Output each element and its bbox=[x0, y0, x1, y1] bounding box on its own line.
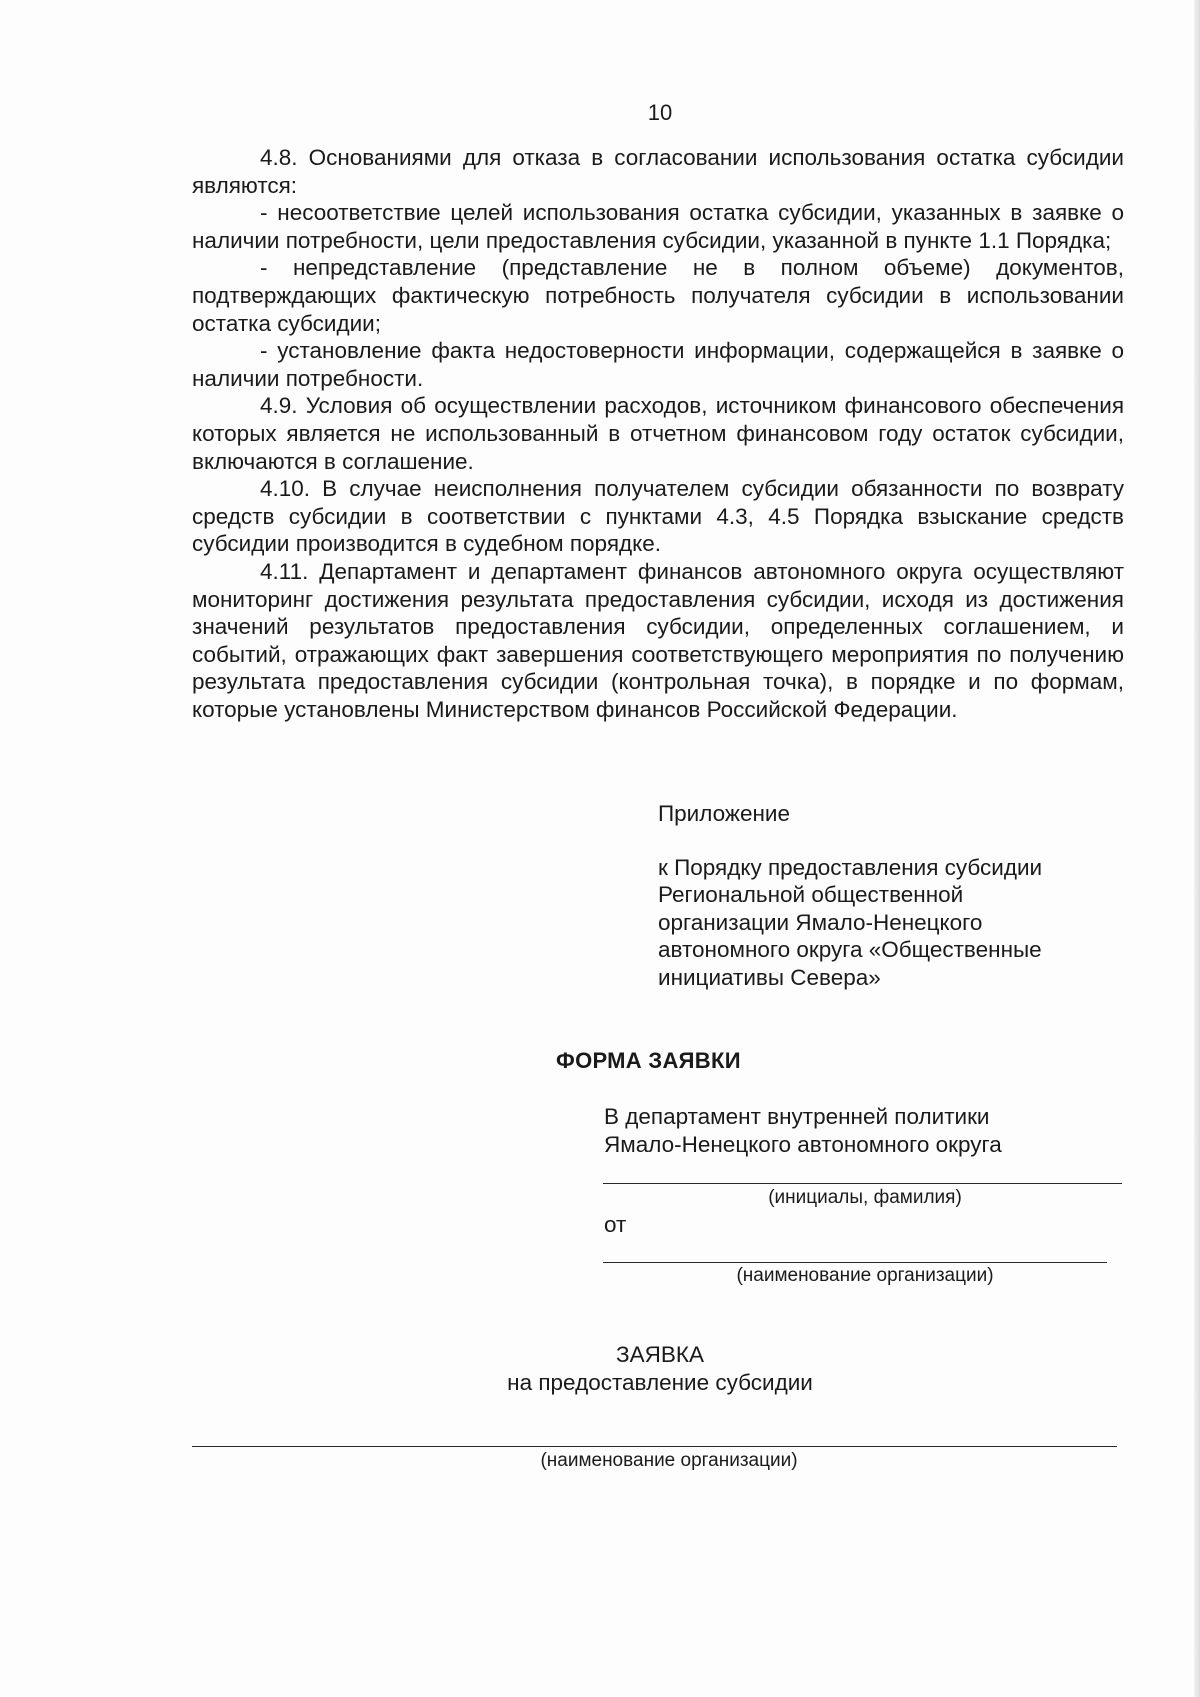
annex-line: организации Ямало-Ненецкого bbox=[658, 909, 983, 935]
paragraph-4-10: 4.10. В случае неисполнения получателем субсидии обязанности по возврату средств субсидии в соответствии с пунктами 4.3, 4.5 Порядка взыскание средств субсидии производится в судебном порядке. bbox=[192, 476, 1124, 557]
paragraph-4-8-item-2: - непредставление (представление не в полном объеме) документов, подтверждающих фактическую потребность получателя субсидии в использовании остатка субсидии; bbox=[192, 255, 1124, 336]
paragraph-4-9: 4.9. Условия об осуществлении расходов, источником финансового обеспечения которых является не использованный в отчетном финансовом году остаток субсидии, включаются в соглашение. bbox=[192, 393, 1124, 474]
annex-title: Приложение bbox=[658, 801, 790, 826]
annex-line: к Порядку предоставления субсидии bbox=[658, 854, 1043, 880]
paragraph-4-8: 4.8. Основаниями для отказа в согласовании использования остатка субсидии являются: bbox=[192, 145, 1124, 198]
applicant-organization-caption: (наименование организации) bbox=[540, 1450, 798, 1471]
page-edge-shadow bbox=[1194, 0, 1200, 1697]
paragraph-4-8-item-3: - установление факта недостоверности информации, содержащейся в заявке о наличии потребности. bbox=[192, 338, 1124, 391]
annex-line: автономного округа «Общественные bbox=[658, 937, 1042, 963]
applicant-organization-fill-line bbox=[192, 1446, 1117, 1447]
addressee-block bbox=[604, 1103, 1124, 1158]
paragraph-4-11: 4.11. Департамент и департамент финансов автономного округа осуществляют мониторинг достижения результата предоставления субсидии, исходя из достижения значений результатов предоставления субсидии, определенных соглашением, и событий, отражающих факт завершения соответствующего мероприятия по получению результата предоставления субсидии (контрольная точка), в порядке и по формам, которые установлены Министерством финансов Российской Федерации. bbox=[192, 558, 1124, 722]
body-text bbox=[192, 144, 1124, 723]
page-number: 10 bbox=[647, 100, 673, 125]
form-heading: ФОРМА ЗАЯВКИ bbox=[556, 1048, 741, 1073]
initials-caption: (инициалы, фамилия) bbox=[768, 1187, 962, 1208]
annex-line: инициативы Севера» bbox=[658, 964, 881, 990]
from-label: от bbox=[604, 1212, 627, 1237]
application-title: ЗАЯВКА bbox=[616, 1342, 704, 1367]
addressee-line: В департамент внутренней политики bbox=[604, 1104, 990, 1129]
organization-caption: (наименование организации) bbox=[736, 1265, 994, 1286]
application-subtitle: на предоставление субсидии bbox=[507, 1370, 813, 1395]
annex-block bbox=[658, 800, 1118, 992]
paragraph-4-8-item-1: - несоответствие целей использования остатка субсидии, указанных в заявке о наличии потребности, цели предоставления субсидии, указанной в пункте 1.1 Порядка; bbox=[192, 200, 1124, 253]
annex-line: Региональной общественной bbox=[658, 882, 964, 908]
organization-fill-line bbox=[603, 1262, 1107, 1263]
addressee-line: Ямало-Ненецкого автономного округа bbox=[604, 1131, 1002, 1157]
initials-fill-line bbox=[603, 1183, 1122, 1184]
